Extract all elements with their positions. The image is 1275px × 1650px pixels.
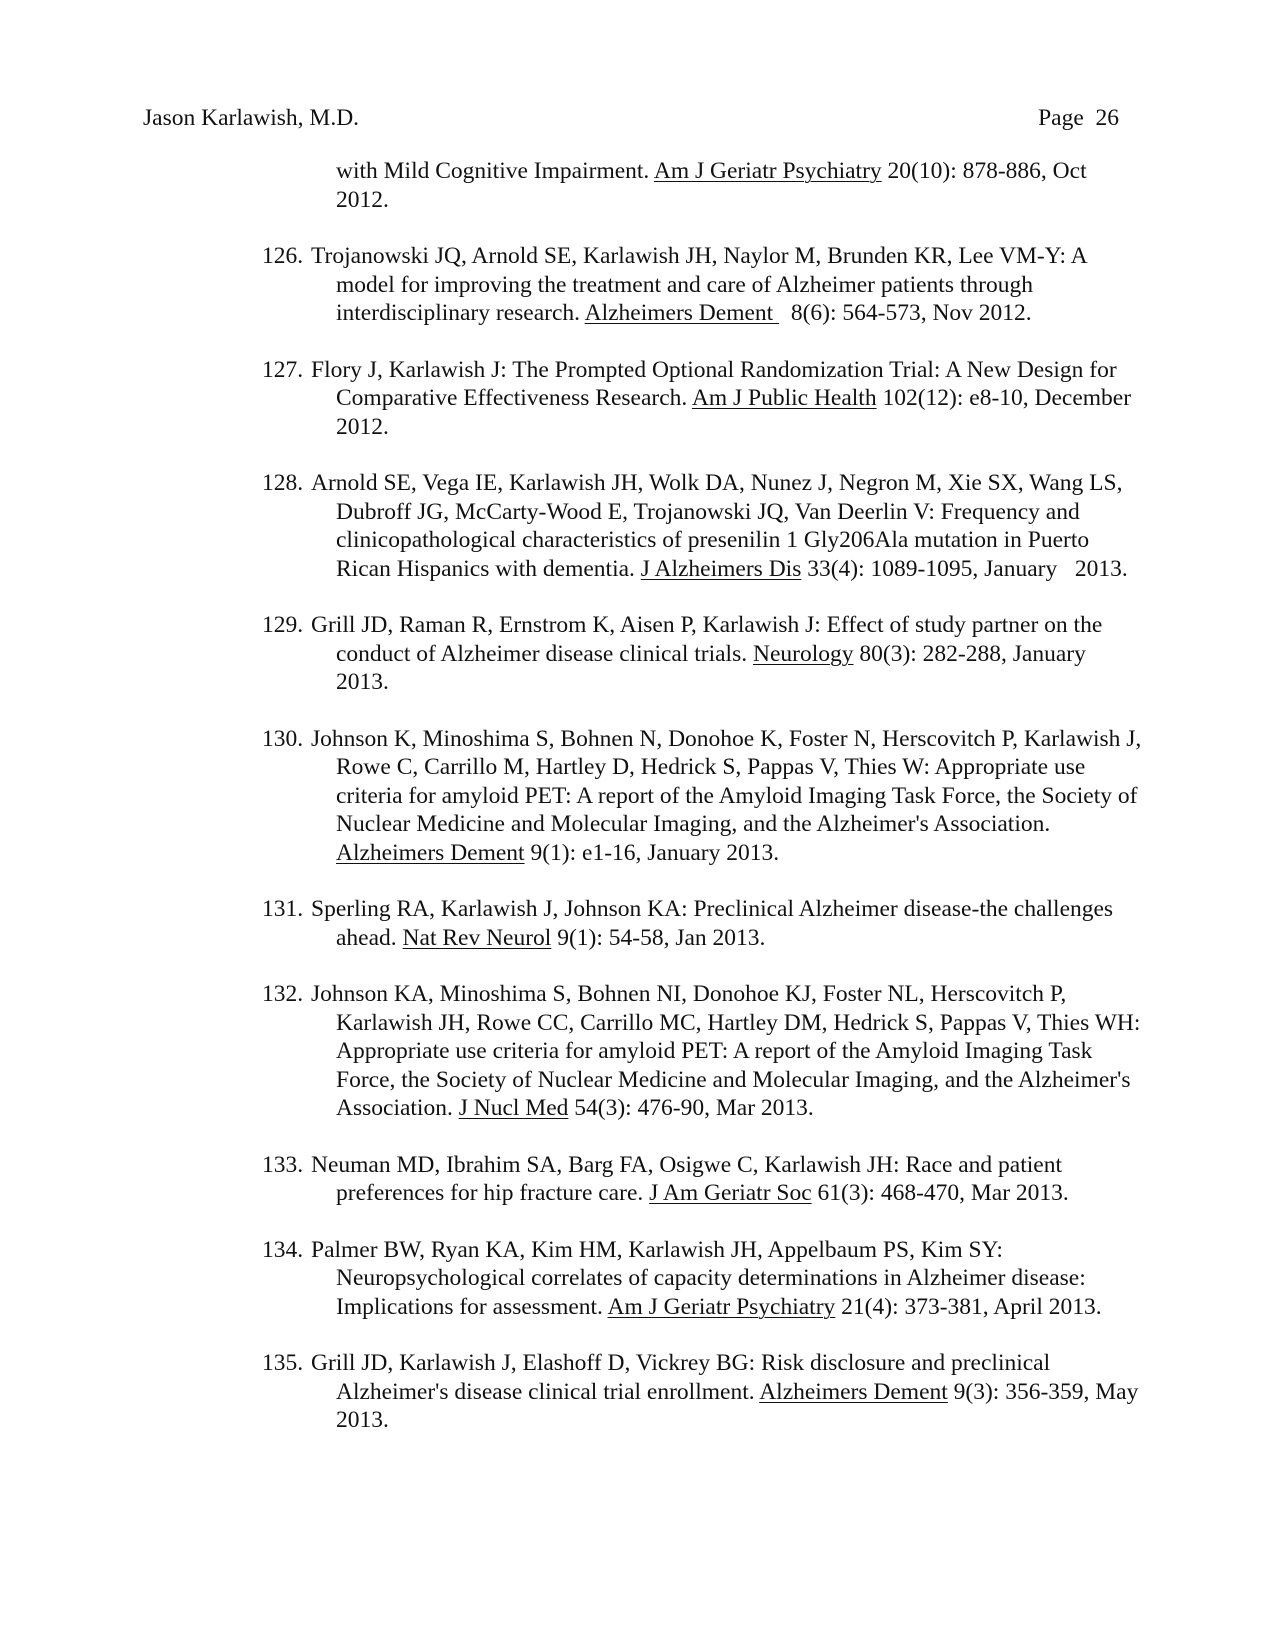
- header-author: Jason Karlawish, M.D.: [143, 105, 360, 131]
- reference-citation: 102(12): e8-10, December 2012.: [336, 385, 1132, 440]
- reference-citation: 20(10): 878-886, Oct 2012.: [336, 158, 1087, 213]
- reference-number: 135.: [262, 1350, 304, 1376]
- reference-item-128: [262, 469, 1142, 583]
- reference-citation: 9(1): 54-58, Jan 2013.: [551, 924, 766, 951]
- reference-number: 133.: [262, 1151, 304, 1178]
- reference-journal: Am J Geriatr Psychiatry: [653, 158, 882, 184]
- reference-number: 128.: [262, 470, 304, 496]
- reference-number: 129.: [262, 612, 304, 638]
- reference-list: [262, 157, 1142, 1463]
- reference-authors-title: Sperling RA, Karlawish J, Johnson KA: Preclinical Alzheimer disease-the challenges ahead.: [311, 896, 1114, 951]
- reference-item-133: [262, 1151, 1142, 1208]
- reference-journal: Alzheimers Dement: [759, 1378, 948, 1405]
- reference-journal: Am J Geriatr Psychiatry: [607, 1293, 836, 1320]
- reference-authors-title: Palmer BW, Ryan KA, Kim HM, Karlawish JH, Appelbaum PS, Kim SY: Neuropsychological correlates of capacity determinations in Alzheimer disease: Implications for assessment.: [311, 1236, 1086, 1320]
- reference-journal: J Alzheimers Dis: [640, 555, 802, 582]
- reference-number: 132.: [262, 981, 304, 1007]
- reference-authors-title: Arnold SE, Vega IE, Karlawish JH, Wolk DA, Nunez J, Negron M, Xie SX, Wang LS, Dubroff JG, McCarty-Wood E, Trojanowski JQ, Van Deerlin V: Frequency and clinicopathological characteristics of presenilin 1 Gly206Ala mutation in Puerto Rican Hispanics with dementia.: [311, 470, 1123, 582]
- reference-item-132: [262, 980, 1142, 1123]
- reference-item-129: [262, 611, 1142, 697]
- reference-authors-title: Grill JD, Karlawish J, Elashoff D, Vickrey BG: Risk disclosure and preclinical Alzheimer's disease clinical trial enrollment.: [311, 1350, 1051, 1405]
- page-header: [143, 102, 1119, 134]
- reference-citation: 54(3): 476-90, Mar 2013.: [568, 1095, 814, 1121]
- reference-journal: Alzheimers Dement: [336, 839, 525, 866]
- reference-citation: 80(3): 282-288, January 2013.: [336, 640, 1086, 695]
- reference-item-126: [262, 242, 1142, 328]
- reference-journal: Nat Rev Neurol: [402, 924, 552, 951]
- reference-number: 130.: [262, 725, 304, 752]
- reference-citation: 9(3): 356-359, May 2013.: [336, 1378, 1139, 1433]
- reference-citation: 61(3): 468-470, Mar 2013.: [811, 1180, 1069, 1206]
- reference-citation: 21(4): 373-381, April 2013.: [835, 1293, 1102, 1320]
- reference-citation: 8(6): 564-573, Nov 2012.: [779, 300, 1032, 326]
- reference-authors-title: Grill JD, Raman R, Ernstrom K, Aisen P, Karlawish J: Effect of study partner on the conduct of Alzheimer disease clinical trials.: [311, 612, 1103, 667]
- reference-citation: 9(1): e1-16, January 2013.: [524, 839, 780, 866]
- reference-authors-title: Johnson K, Minoshima S, Bohnen N, Donohoe K, Foster N, Herscovitch P, Karlawish J, Rowe C, Carrillo M, Hartley D, Hedrick S, Pappas V, Thies W: Appropriate use criteria for amyloid PET: A report of the Amyloid Imaging Task Force, the Society of Nuclear Medicine and Molecular Imaging, and the Alzheimer's Association.: [311, 725, 1142, 837]
- header-page-number: Page 26: [1038, 105, 1119, 131]
- reference-authors-title: Flory J, Karlawish J: The Prompted Optional Randomization Trial: A New Design for Comparative Effectiveness Research.: [311, 356, 1117, 411]
- reference-authors-title: Trojanowski JQ, Arnold SE, Karlawish JH, Naylor M, Brunden KR, Lee VM-Y: A model for improving the treatment and care of Alzheimer patients through interdisciplinary research.: [311, 243, 1087, 326]
- reference-number: 131.: [262, 896, 304, 922]
- reference-number: 127.: [262, 356, 304, 383]
- reference-authors-title: Neuman MD, Ibrahim SA, Barg FA, Osigwe C, Karlawish JH: Race and patient preferences for hip fracture care.: [311, 1151, 1063, 1206]
- reference-item-130: [262, 725, 1142, 868]
- reference-item-127: [262, 356, 1142, 442]
- reference-number: 134.: [262, 1236, 304, 1263]
- reference-journal: Neurology: [752, 640, 854, 667]
- reference-journal: Am J Public Health: [691, 385, 877, 411]
- reference-item-131: [262, 895, 1142, 952]
- reference-authors-title: with Mild Cognitive Impairment.: [336, 158, 654, 184]
- reference-journal: Alzheimers Dement: [584, 300, 780, 326]
- reference-citation: 33(4): 1089-1095, January 2013.: [801, 555, 1128, 582]
- reference-item-134: [262, 1236, 1142, 1322]
- reference-authors-title: Johnson KA, Minoshima S, Bohnen NI, Donohoe KJ, Foster NL, Herscovitch P, Karlawish JH, Rowe CC, Carrillo MC, Hartley DM, Hedrick S, Pappas V, Thies WH: Appropriate use criteria for amyloid PET: A report of the Amyloid Imaging Task Force, the Society of Nuclear Medicine and Molecular Imaging, and the Alzheimer's Association.: [311, 981, 1141, 1121]
- reference-item-continuation: [262, 157, 1142, 214]
- reference-journal: J Nucl Med: [458, 1095, 569, 1121]
- reference-item-135: [262, 1349, 1142, 1435]
- reference-number: 126.: [262, 243, 304, 269]
- reference-journal: J Am Geriatr Soc: [649, 1180, 812, 1206]
